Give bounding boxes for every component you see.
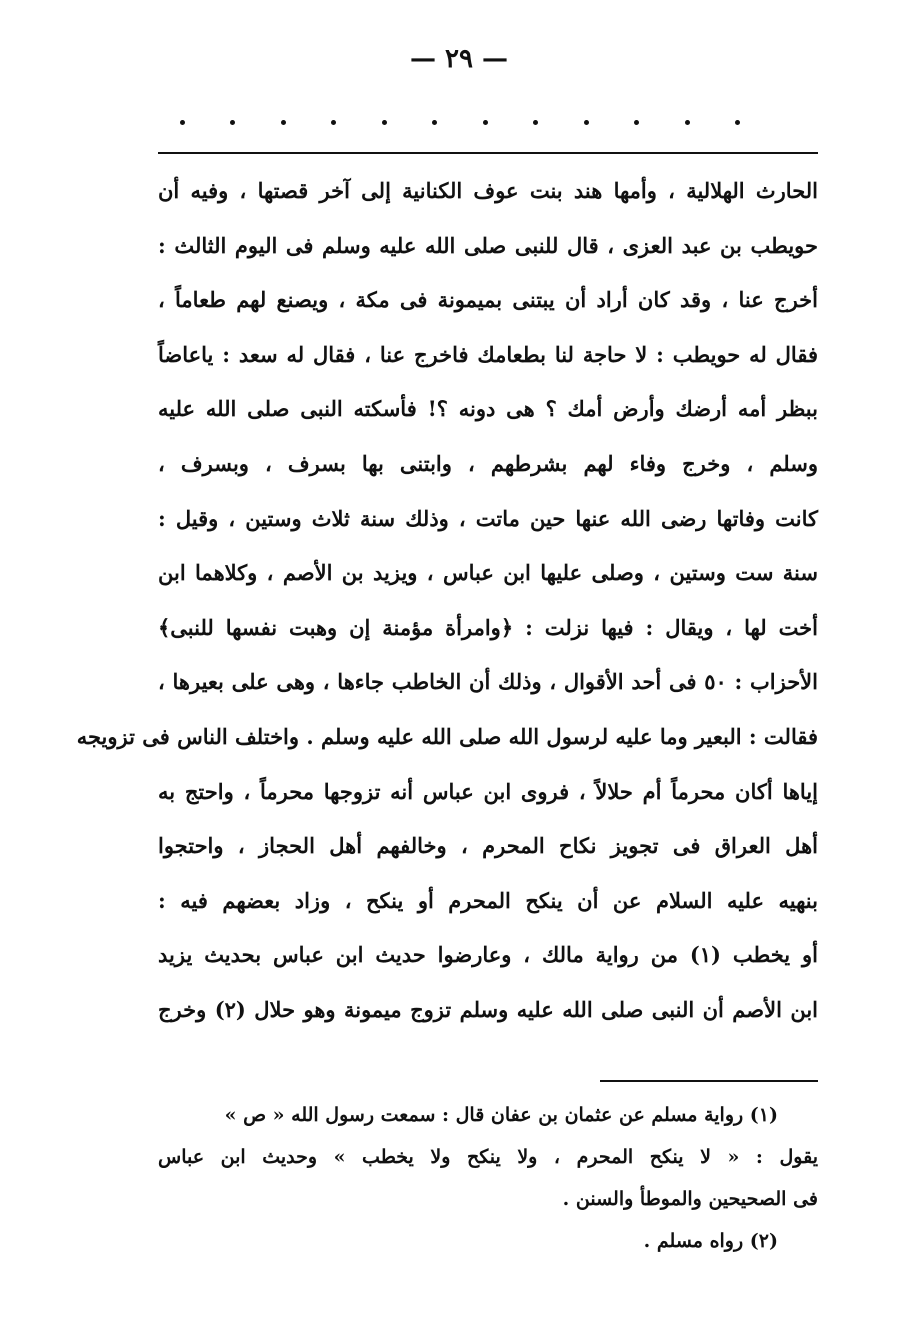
text-line: وسلم ، وخرج وفاء لهم بشرطهم ، وابتنى بها بسرف ، وبسرف ، [158, 450, 818, 476]
main-text [76, 164, 819, 1038]
page-number: — ٢٩ — [409, 44, 509, 74]
ellipsis-dot [685, 120, 690, 125]
ellipsis-dot [331, 120, 336, 125]
ellipsis-dots [180, 120, 740, 125]
text-line: إياها أكان محرماً أم حلالاً ، فروى ابن عباس أنه تزوجها محرماً ، واحتج به [158, 778, 818, 804]
text-line: ببظر أمه أرضك وأرض أمك ؟ هى دونه ؟! فأسكته النبى صلى الله عليه [158, 396, 818, 422]
ellipsis-dot [432, 120, 437, 125]
ellipsis-dot [180, 120, 185, 125]
text-line: أو يخطب (١) من رواية مالك ، وعارضوا حديث ابن عباس بحديث يزيد [158, 942, 818, 968]
footnotes [158, 1094, 818, 1262]
text-line: أهل العراق فى تجويز نكاح المحرم ، وخالفهم أهل الحجاز ، واحتجوا [158, 833, 818, 859]
ellipsis-dot [382, 120, 387, 125]
text-line: الأحزاب : ٥٠ فى أحد الأقوال ، وذلك أن الخاطب جاءها ، وهى على بعيرها ، [158, 669, 818, 695]
footnote-2-line: (٢) رواه مسلم . [643, 1230, 778, 1252]
ellipsis-dot [230, 120, 235, 125]
ellipsis-dot [533, 120, 538, 125]
footnote-1-line: يقول : « لا ينكح المحرم ، ولا ينكح ولا يخطب » وحديث ابن عباس [158, 1146, 819, 1168]
footnote-1-line: (١) رواية مسلم عن عثمان بن عفان قال : سمعت رسول الله « ص » [224, 1104, 778, 1126]
text-line: بنهيه عليه السلام عن أن ينكح المحرم أو ينكح ، وزاد بعضهم فيه : [158, 887, 818, 913]
ellipsis-dot [634, 120, 639, 125]
text-line: فقالت : البعير وما عليه لرسول الله صلى الله عليه وسلم . واختلف الناس فى تزويجه [76, 723, 818, 749]
text-line: سنة ست وستين ، وصلى عليها ابن عباس ، ويزيد بن الأصم ، وكلاهما ابن [158, 560, 818, 586]
ellipsis-dot [483, 120, 488, 125]
footnote-rule [600, 1080, 818, 1082]
text-line: أخت لها ، ويقال : فيها نزلت : ﴿وامرأة مؤمنة إن وهبت نفسها للنبى﴾ [158, 614, 818, 640]
ellipsis-dot [281, 120, 286, 125]
ellipsis-dot [735, 120, 740, 125]
ellipsis-dot [584, 120, 589, 125]
footnote-1-line: فى الصحيحين والموطأ والسنن . [562, 1188, 818, 1210]
header-rule [158, 152, 818, 154]
text-line: كانت وفاتها رضى الله عنها حين ماتت ، وذلك سنة ثلاث وستين ، وقيل : [158, 505, 818, 531]
text-line: أخرج عنا ، وقد كان أراد أن يبتنى بميمونة فى مكة ، ويصنع لهم طعاماً ، [158, 287, 818, 313]
text-line: ابن الأصم أن النبى صلى الله عليه وسلم تزوج ميمونة وهو حلال (٢) وخرج [158, 996, 819, 1022]
text-line: فقال له حويطب : لا حاجة لنا بطعامك فاخرج عنا ، فقال له سعد : ياعاضاً [158, 341, 818, 367]
text-line: الحارث الهلالية ، وأمها هند بنت عوف الكنانية إلى آخر قصتها ، وفيه أن [158, 178, 818, 203]
text-line: حويطب بن عبد العزى ، قال للنبى صلى الله عليه وسلم فى اليوم الثالث : [158, 232, 818, 258]
